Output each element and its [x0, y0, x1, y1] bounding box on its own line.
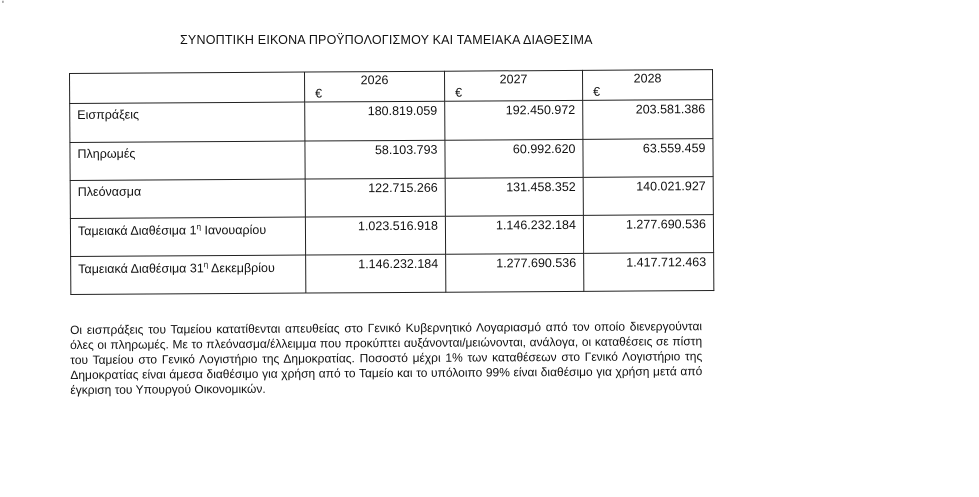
value-2026: 1.146.232.184 [306, 254, 446, 293]
value-2028: 203.581.386 [583, 100, 713, 140]
row-label: Πλεόνασμα [70, 179, 305, 218]
value-2026: 1.023.516.918 [305, 216, 445, 255]
value-2027: 131.458.352 [445, 177, 583, 216]
value-2028: 1.277.690.536 [583, 215, 713, 254]
year-label: 2028 [633, 71, 662, 86]
value-2026: 180.819.059 [305, 101, 445, 141]
year-label: 2026 [360, 73, 389, 88]
value-2027: 60.992.620 [445, 139, 583, 178]
currency-label: € [455, 85, 463, 100]
currency-label: € [315, 86, 323, 101]
table-header-row [70, 70, 713, 104]
row-label: Ταμειακά Διαθέσιμα $1^\eta$ Ιανουαρίου [70, 217, 305, 256]
row-label: Ταμειακά Διαθέσιμα $31^\eta$ Δεκεμβρίου [71, 255, 306, 294]
year-label: 2027 [499, 72, 528, 87]
value-2028: 1.417.712.463 [584, 253, 714, 292]
header-2028 [582, 70, 712, 101]
row-label: Πληρωμές [70, 141, 305, 180]
table-row-receipts [70, 100, 713, 143]
table-row-surplus [70, 177, 713, 219]
corner-mark: ʹ [2, 0, 4, 11]
table-row-payments [70, 139, 713, 181]
table-row-cash-dec [71, 253, 714, 295]
value-2028: 63.559.459 [583, 139, 713, 178]
value-2027: 192.450.972 [445, 100, 583, 140]
budget-summary-table [69, 69, 714, 295]
header-2027 [444, 70, 582, 101]
explanatory-paragraph: Οι εισπράξεις του Ταμείου κατατίθενται απευθείας στο Γενικό Κυβερνητικό Λογαριασμό από τον οποίο διενεργούνται όλες οι πληρωμές. Με το πλεόνασμα/έλλειμμα που προκύπτει αυξάνονται/μειώνονται, ανάλογα, οι καταθέσεις σε πίστη του Ταμείου στο Γενικό Λογιστήριο της Δημοκρατίας. Ποσοστό μέχρι 1% των καταθέσεων στο Γενικό Λογιστήριο της Δημοκρατίας είναι άμεσα διαθέσιμο για χρήση από το Ταμείο και το υπόλοιπο 99% είναι διαθέσιμο για χρήση μετά από έγκριση του Υπουργού Οικονομικών. [70, 319, 703, 397]
value-2027: 1.146.232.184 [445, 215, 583, 254]
value-2028: 140.021.927 [583, 177, 713, 216]
header-empty-cell [70, 72, 305, 103]
value-2026: 122.715.266 [305, 178, 445, 217]
table-row-cash-jan [70, 215, 713, 257]
value-2027: 1.277.690.536 [446, 253, 584, 292]
row-label: Εισπράξεις [70, 102, 305, 142]
currency-label: € [593, 84, 601, 99]
page-title: ΣΥΝΟΠΤΙΚΗ ΕΙΚΟΝΑ ΠΡΟΫΠΟΛΟΓΙΣΜΟΥ ΚΑΙ ΤΑΜΕΙΑΚΑ ΔΙΑΘΕΣΙΜΑ [180, 33, 593, 47]
header-2026 [304, 71, 444, 102]
value-2026: 58.103.793 [305, 140, 445, 179]
